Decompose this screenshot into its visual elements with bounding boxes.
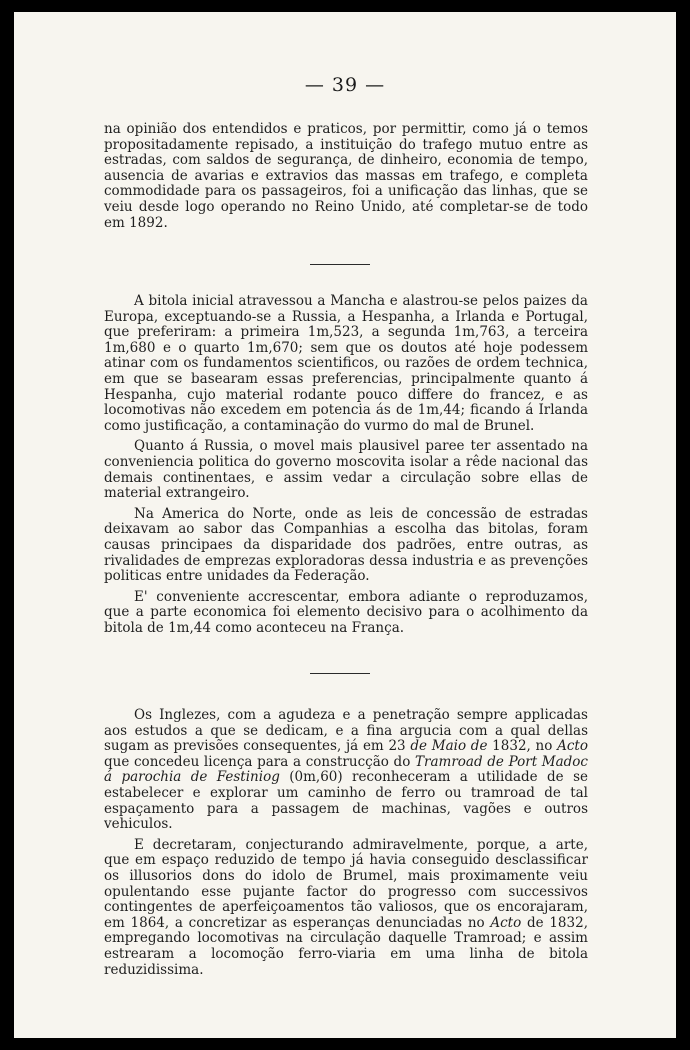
paragraph: A bitola inicial atravessou a Mancha e alastrou-se pelos paizes da Europa, exceptuando-se a Russia, a Hespanha, a Irlanda e Portugal, que preferiram: a primeira 1m,523, a segunda 1m,763, a terceira 1m,680 e o quarto 1m,670; sem que os doutos até hoje podessem atinar com os fundamentos scientificos, ou razões de ordem technica, em que se basearam essas preferencias, principalmente quanto á Hespanha, cujo material rodante pouco differe do francez, e as locomotivas não excedem em potencia ás de 1m,44; ficando á Irlanda como justificação, a contaminação do vurmo do mal de Brunel. (104, 293, 588, 434)
paragraph: na opinião dos entendidos e praticos, por permittir, como já o temos propositadamente repisado, a instituição do trafego mutuo entre as estradas, com saldos de segurança, de dinheiro, economia de tempo, ausencia de avarias e extravios das massas em trafego, e completa commodidade para os passageiros, foi a unificação das linhas, que se veiu desde logo operando no Reino Unido, até completar-se de todo em 1892. (104, 121, 588, 231)
text-run: 1832, no (492, 738, 553, 755)
text-run: de 1832, empregando locomotivas na circulação daquelle Tramroad; e assim estrearam a locomoção ferro-viaria em uma linha de bitola reduzidissima. (104, 914, 588, 978)
italic-text: Tramroad de Port Madoc á parochia de Festiniog (104, 753, 588, 786)
section-separator (310, 673, 370, 674)
paragraph: E' conveniente accrescentar, embora adiante o reproduzamos, que a parte economica foi elemento decisivo para o acolhimento da bitola de 1m,44 como aconteceu na França. (104, 588, 588, 636)
italic-text: Acto (490, 914, 522, 931)
paragraph (104, 838, 588, 978)
paragraph: Na America do Norte, onde as leis de concessão de estradas deixavam ao sabor das Companhias a escolha das bitolas, foram causas principaes da disparidade dos padrões, entre outras, as rivalidades de emprezas exploradoras dessa industria e as prevenções politicas entre unidades da Federação. (104, 505, 588, 585)
section-english (104, 708, 588, 978)
text-run: E decretaram, conjecturando admiravelmente, porque, a arte, que em espaço reduzido de tempo já havia conseguido desclassificar os illusorios dons do idolo de Brumel, mais proximamente veiu opulentando esse pujante factor do progresso com successivos contingentes de aperfeiçoamentos tão valiosos, que os encorajaram, em 1864, a concretizar as esperanças denunciadas no (104, 836, 588, 931)
page-number: — 39 — (304, 74, 386, 96)
paragraph: Quanto á Russia, o movel mais plausivel paree ter assentado na conveniencia politica do governo moscovita isolar a rêde nacional das demais continentaes, e assim vedar a circulação sobre ellas de material extrangeiro. (104, 438, 588, 502)
italic-text: Acto (557, 738, 588, 755)
section-gauges (104, 294, 588, 636)
text-run: que concedeu licença para a construcção do (104, 753, 411, 770)
text-run: Os Inglezes, com a agudeza e a penetração sempre applicadas aos estudos a que se dedicam, e a fina argucia com a qual dellas sugam as previsões consequentes, já em 23 (104, 707, 588, 755)
document-page (14, 12, 676, 1038)
text-run: (0m,60) reconheceram a utilidade de se estabelecer e explorar um caminho de ferro ou tramroad de tal espaçamento para a passagem de machinas, vagões e outros vehiculos. (104, 769, 588, 833)
paragraph (104, 708, 588, 833)
italic-text: de Maio de (410, 738, 488, 755)
section-opening (104, 122, 588, 231)
section-separator (310, 264, 370, 265)
